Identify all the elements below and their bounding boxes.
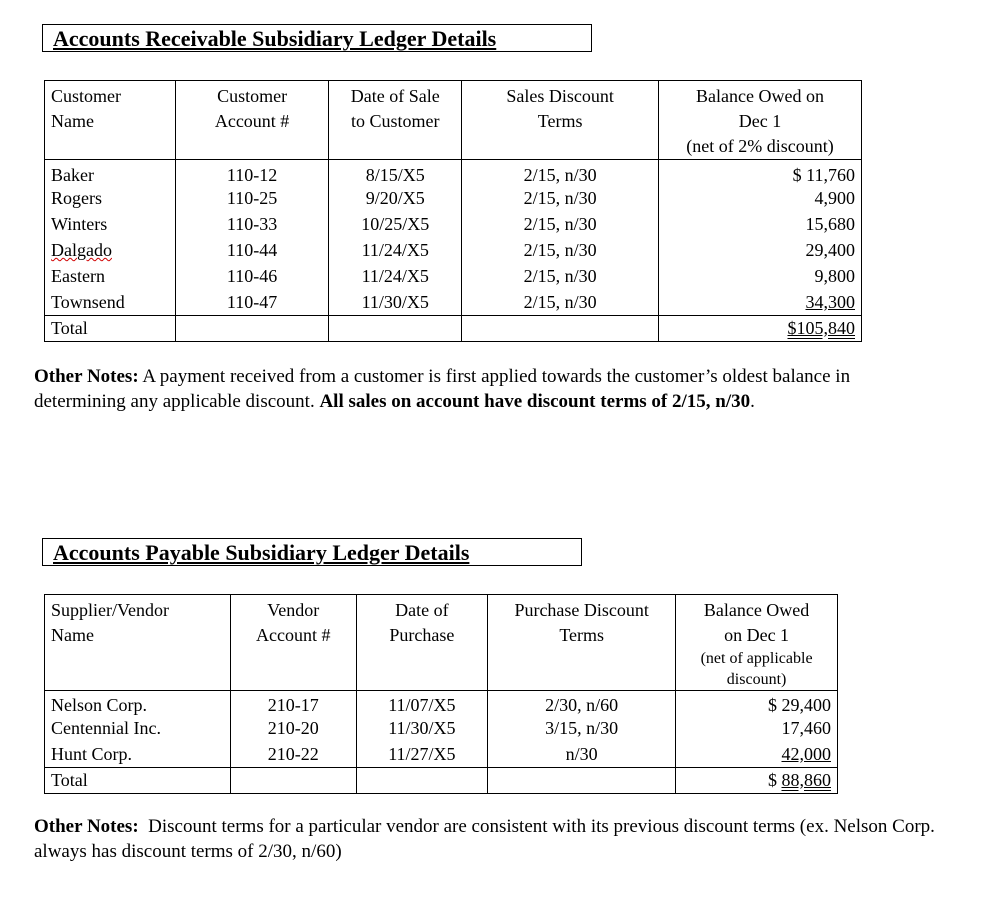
ap-ledger-table — [44, 594, 838, 794]
ar-account: 110-47 — [175, 289, 329, 316]
ar-balance-value: 34,300 — [805, 292, 855, 312]
ap-date: 11/27/X5 — [356, 741, 488, 768]
spellcheck-text: Dalgado — [51, 240, 112, 260]
ap-date: 11/30/X5 — [356, 716, 488, 741]
ar-total-label: Total — [45, 316, 176, 342]
ar-date: 11/30/X5 — [329, 289, 462, 316]
ap-vendor-name: Hunt Corp. — [45, 741, 231, 768]
ap-header-account: Vendor Account # — [230, 595, 356, 691]
ar-notes-bold: All sales on account have discount terms of 2/15, n/30 — [319, 391, 751, 412]
table-row — [45, 160, 862, 187]
empty-cell — [462, 316, 659, 342]
ar-customer-name: Rogers — [45, 186, 176, 211]
ar-account: 110-12 — [175, 160, 329, 187]
ar-title-text: Accounts Receivable Subsidiary Ledger Details — [53, 26, 497, 51]
ar-notes-text: A payment received from a customer is first applied towards the customer’s oldest balance in determining any applicable discount. — [34, 366, 851, 412]
ar-customer-name: Baker — [45, 160, 176, 187]
ap-balance: $ 29,400 — [676, 691, 838, 717]
ap-header-vendor-name: Supplier/Vendor Name — [45, 595, 231, 691]
ap-header-balance: Balance Owed on Dec 1 (net of applicable discount) — [676, 595, 838, 691]
ar-account: 110-33 — [175, 211, 329, 237]
ar-terms: 2/15, n/30 — [462, 186, 659, 211]
empty-cell — [488, 768, 676, 794]
table-row — [45, 237, 862, 263]
ar-total-row — [45, 316, 862, 342]
ar-total-value: $105,840 — [787, 318, 855, 338]
ar-header-terms: Sales Discount Terms — [462, 81, 659, 160]
ap-total-prefix: $ — [768, 770, 782, 790]
ar-customer-name — [45, 237, 176, 263]
ap-terms: 3/15, n/30 — [488, 716, 676, 741]
table-row — [45, 186, 862, 211]
ar-ledger-table — [44, 80, 862, 342]
ar-date: 10/25/X5 — [329, 211, 462, 237]
ar-notes-end: . — [750, 391, 755, 412]
empty-cell — [329, 316, 462, 342]
ar-customer-name: Winters — [45, 211, 176, 237]
ar-header-customer-name: Customer Name — [45, 81, 176, 160]
ar-balance: $ 11,760 — [658, 160, 861, 187]
ap-terms: 2/30, n/60 — [488, 691, 676, 717]
ap-total — [676, 768, 838, 794]
table-row — [45, 263, 862, 289]
ar-terms: 2/15, n/30 — [462, 211, 659, 237]
ar-balance — [658, 289, 861, 316]
ap-header-terms: Purchase Discount Terms — [488, 595, 676, 691]
ap-header-date: Date of Purchase — [356, 595, 488, 691]
ar-terms: 2/15, n/30 — [462, 237, 659, 263]
ap-notes-text: Discount terms for a particular vendor are consistent with its previous discount terms (ex. Nelson Corp. always has discount terms of 2/30, n/60) — [34, 816, 940, 862]
ar-section-title — [42, 24, 592, 52]
ap-account: 210-20 — [230, 716, 356, 741]
ap-terms: n/30 — [488, 741, 676, 768]
ar-balance: 15,680 — [658, 211, 861, 237]
ap-balance-value: 42,000 — [781, 744, 831, 764]
ar-account: 110-44 — [175, 237, 329, 263]
ap-total-value: 88,860 — [781, 770, 831, 790]
table-row — [45, 741, 838, 768]
ar-date: 9/20/X5 — [329, 186, 462, 211]
ap-account: 210-22 — [230, 741, 356, 768]
table-row — [45, 289, 862, 316]
ar-terms: 2/15, n/30 — [462, 160, 659, 187]
ap-other-notes — [34, 814, 964, 864]
ar-other-notes — [34, 364, 934, 414]
ap-vendor-name: Nelson Corp. — [45, 691, 231, 717]
ap-balance — [676, 741, 838, 768]
ar-header-account: Customer Account # — [175, 81, 329, 160]
ar-header-row — [45, 81, 862, 160]
ar-balance: 9,800 — [658, 263, 861, 289]
ar-balance: 4,900 — [658, 186, 861, 211]
table-row — [45, 691, 838, 717]
empty-cell — [175, 316, 329, 342]
ar-total — [658, 316, 861, 342]
ap-header-row — [45, 595, 838, 691]
ap-total-row — [45, 768, 838, 794]
ar-customer-name: Eastern — [45, 263, 176, 289]
table-row — [45, 211, 862, 237]
ar-terms: 2/15, n/30 — [462, 289, 659, 316]
ar-notes-lead: Other Notes: — [34, 366, 139, 387]
ar-account: 110-25 — [175, 186, 329, 211]
ar-customer-name: Townsend — [45, 289, 176, 316]
ap-total-label: Total — [45, 768, 231, 794]
ap-account: 210-17 — [230, 691, 356, 717]
ap-date: 11/07/X5 — [356, 691, 488, 717]
ap-balance: 17,460 — [676, 716, 838, 741]
ar-terms: 2/15, n/30 — [462, 263, 659, 289]
ap-title-text: Accounts Payable Subsidiary Ledger Details — [53, 540, 470, 565]
ar-header-balance: Balance Owed on Dec 1 (net of 2% discount) — [658, 81, 861, 160]
ap-notes-lead: Other Notes: — [34, 816, 139, 837]
ap-section-title — [42, 538, 582, 566]
ar-header-date: Date of Sale to Customer — [329, 81, 462, 160]
ar-account: 110-46 — [175, 263, 329, 289]
table-row — [45, 716, 838, 741]
ar-balance: 29,400 — [658, 237, 861, 263]
ar-date: 11/24/X5 — [329, 237, 462, 263]
ar-date: 11/24/X5 — [329, 263, 462, 289]
empty-cell — [230, 768, 356, 794]
ap-vendor-name: Centennial Inc. — [45, 716, 231, 741]
ar-date: 8/15/X5 — [329, 160, 462, 187]
empty-cell — [356, 768, 488, 794]
